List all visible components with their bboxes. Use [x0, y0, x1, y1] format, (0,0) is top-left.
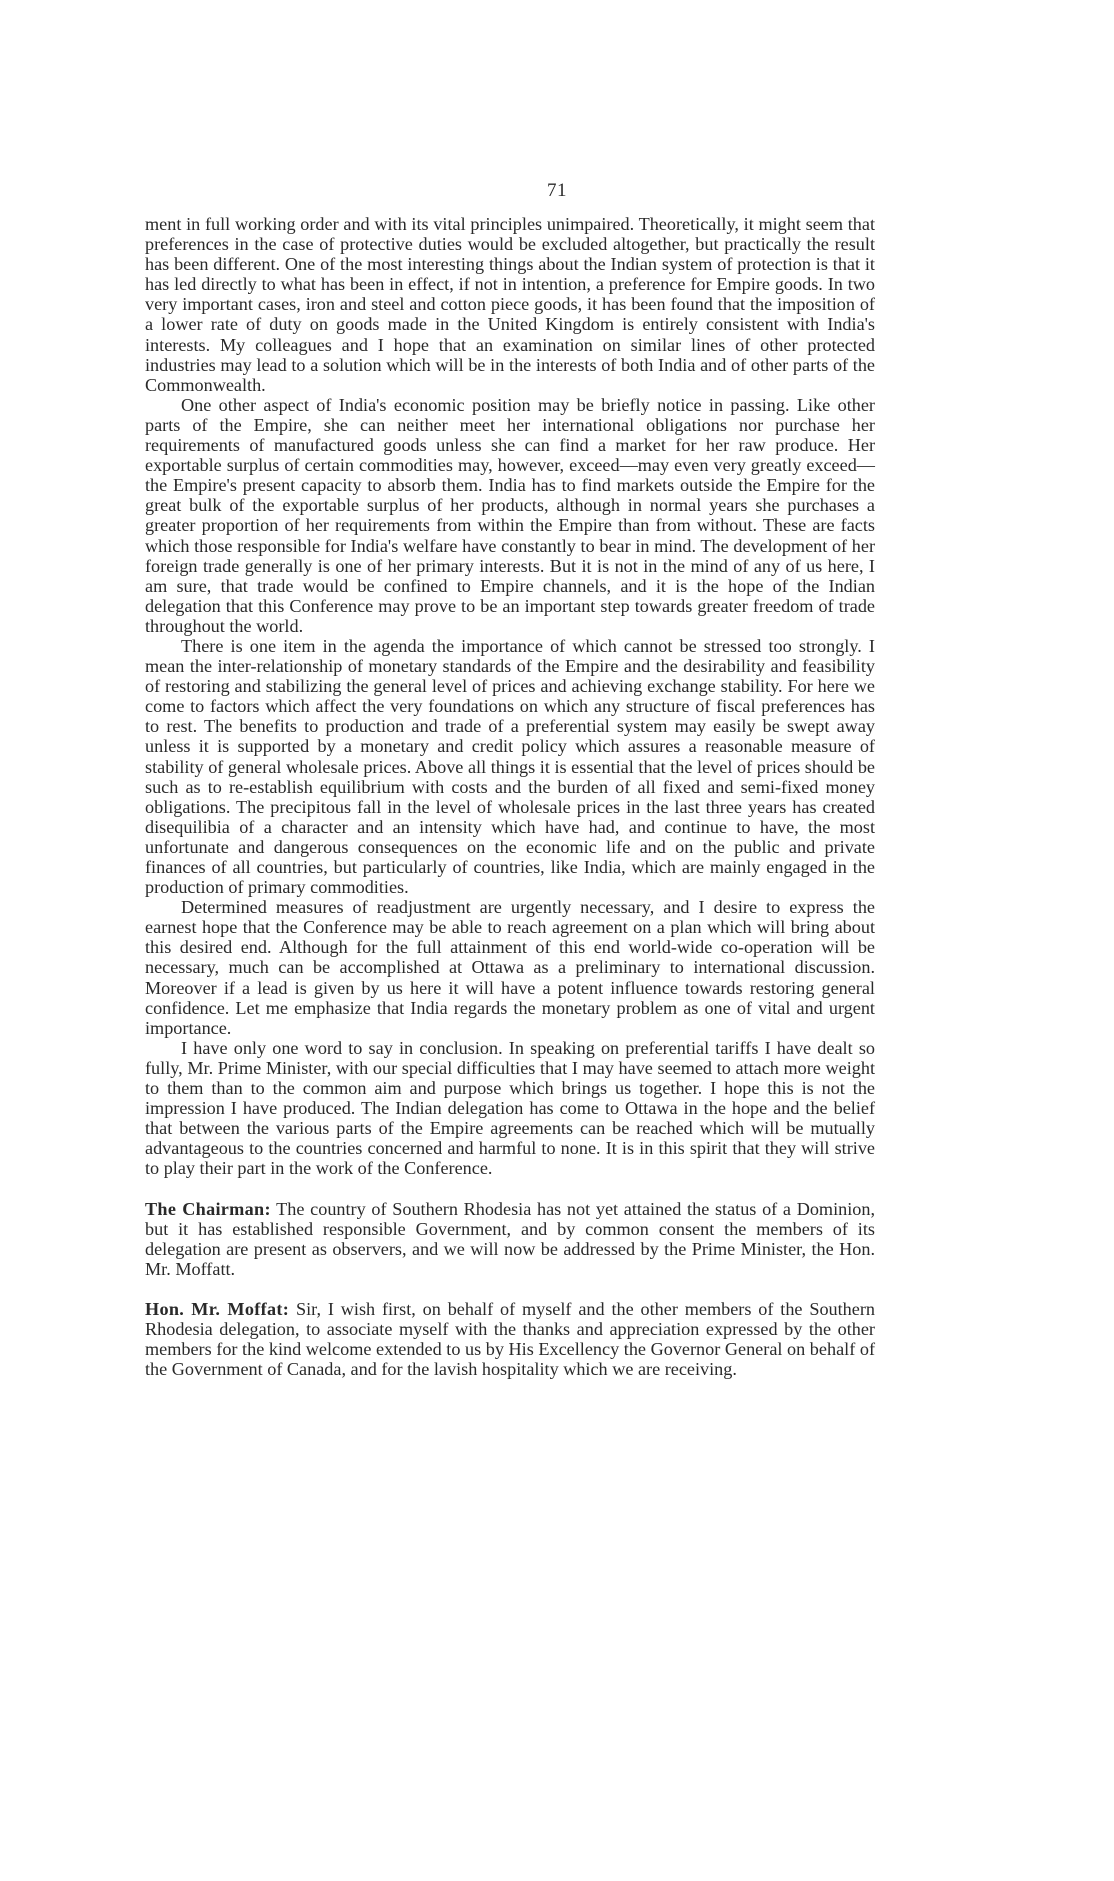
speaker-name: Hon. Mr. Moffat: — [145, 1298, 290, 1319]
paragraph-readjustment: Determined measures of readjustment are urgently necessary, and I desire to express the earnest hope that the Conference may be able to reach agreement on a plan which will bring about this desired end. Although for the full attainment of this end world-wide co-operation will be necessary, much can be accomplished at Ottawa as a preliminary to international discussion. Moreover if a lead is given by us here it will have a potent influence towards restoring general confidence. Let me emphasize that India regards the monetary problem as one of vital and urgent importance. — [145, 897, 875, 1038]
body-text — [145, 214, 875, 1379]
speech-text: Sir, I wish first, on behalf of myself and the other members of the Southern Rhodesia delegation, to associate myself with the thanks and appreciation expressed by the other members for the kind welcome extended to us by His Excellency the Governor General on behalf of the Government of Canada, and for the lavish hospitality which we are receiving. — [145, 1298, 876, 1380]
paragraph-continuation: ment in full working order and with its vital principles unimpaired. Theoretically, it might seem that preferences in the case of protective duties would be excluded altogether, but practically the result has been different. One of the most interesting things about the Indian system of protection is that it has led directly to what has been in effect, if not in intention, a preference for Empire goods. In two very important cases, iron and steel and cotton piece goods, it has been found that the imposition of a lower rate of duty on goods made in the United Kingdom is entirely consistent with India's interests. My colleagues and I hope that an examination on similar lines of other protected industries may lead to a solution which will be in the interests of both India and of other parts of the Commonwealth. — [145, 214, 875, 395]
paragraph-economic-position: One other aspect of India's economic position may be briefly notice in passing. Like other parts of the Empire, she can neither meet her international obligations nor purchase her requirements of manufactured goods unless she can find a market for her raw produce. Her exportable surplus of certain commodities may, however, exceed—may even very greatly exceed—the Empire's present capacity to absorb them. India has to find markets outside the Empire for the great bulk of the exportable surplus of her products, although in normal years she purchases a greater proportion of her requirements from within the Empire than from without. These are facts which those responsible for India's welfare have constantly to bear in mind. The development of her foreign trade generally is one of her primary interests. But it is not in the mind of any of us here, I am sure, that trade would be confined to Empire channels, and it is the hope of the Indian delegation that this Conference may prove to be an important step towards greater freedom of trade throughout the world. — [145, 394, 875, 636]
speech-moffat — [145, 1299, 875, 1379]
paragraph-monetary-standards: There is one item in the agenda the importance of which cannot be stressed too strongly. I mean the inter-relationship of monetary standards of the Empire and the desirability and feasibility of restoring and stabilizing the general level of prices and achieving exchange stability. For here we come to factors which affect the very foundations on which any structure of fiscal preferences has to rest. The benefits to production and trade of a preferential system may easily be swept away unless it is supported by a monetary and credit policy which assures a reasonable measure of stability of general wholesale prices. Above all things it is essential that the level of prices should be such as to re-establish equilibrium with costs and the burden of all fixed and semi-fixed money obligations. The precipitous fall in the level of wholesale prices in the last three years has created disequilibia of a character and an intensity which have had, and continue to have, the most unfortunate and dangerous consequences on the economic life and on the public and private finances of all countries, but particularly of countries, like India, which are mainly engaged in the production of primary commodities. — [145, 635, 875, 898]
paragraph-conclusion: I have only one word to say in conclusion. In speaking on preferential tariffs I have dealt so fully, Mr. Prime Minister, with our special difficulties that I may have seemed to attach more weight to them than to the common aim and purpose which brings us together. I hope this is not the impression I have produced. The Indian delegation has come to Ottawa in the hope and the belief that between the various parts of the Empire agreements can be reached which will be mutually advantageous to the countries concerned and harmful to none. It is in this spirit that they will strive to play their part in the work of the Conference. — [145, 1037, 875, 1179]
speaker-name: The Chairman: — [145, 1198, 271, 1219]
speech-chairman — [145, 1199, 875, 1279]
speech-text: The country of Southern Rhodesia has not yet attained the status of a Dominion, but it has established responsible Government, and by common consent the members of its delegation are present as observers, and we will now be addressed by the Prime Minister, the Hon. Mr. Moffatt. — [145, 1198, 876, 1279]
page-number: 71 — [547, 180, 567, 201]
